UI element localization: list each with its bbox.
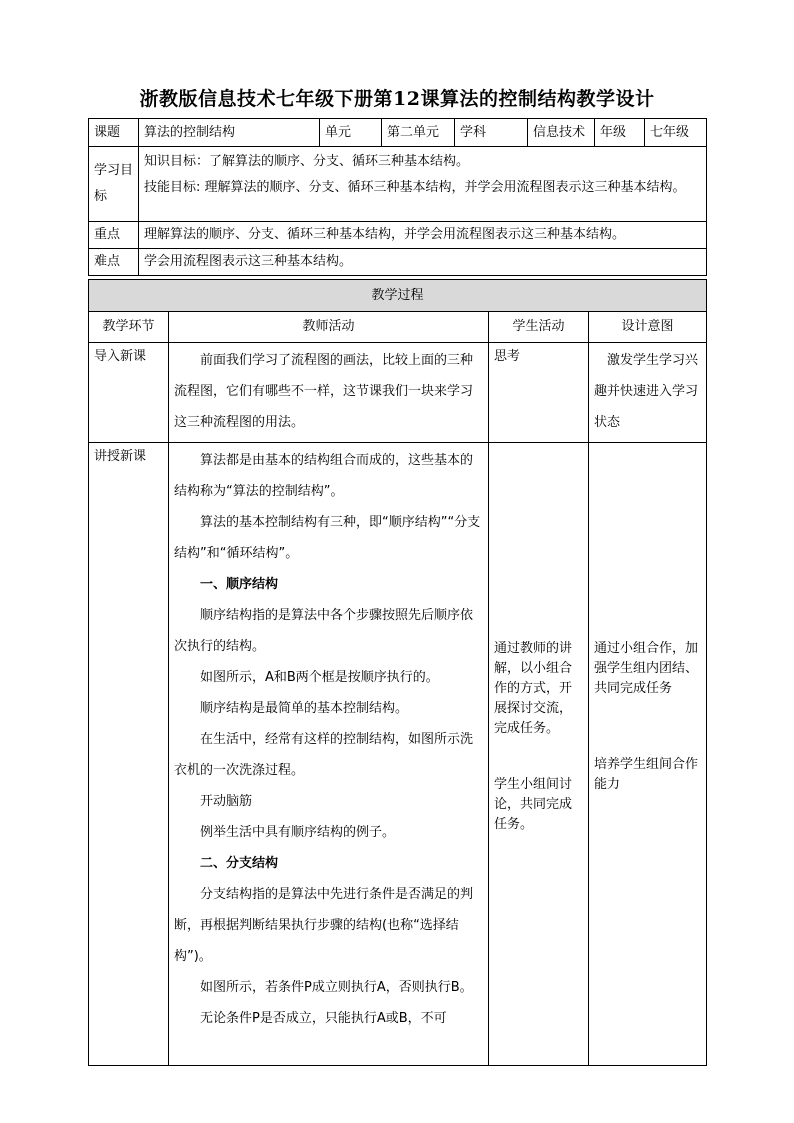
difficulty-label: 难点 bbox=[89, 249, 139, 276]
key-row bbox=[89, 222, 707, 249]
document-title: 浙教版信息技术七年级下册第12课算法的控制结构教学设计 bbox=[139, 88, 655, 110]
intro-row bbox=[89, 343, 707, 443]
grade-value: 七年级 bbox=[645, 119, 707, 147]
lecture-teacher-cell bbox=[169, 443, 489, 1066]
intro-intent-text: 激发学生学习兴趣并快速进入学习状态 bbox=[594, 353, 699, 430]
lecture-para: 无论条件P是否成立，只能执行A或B，不可 bbox=[200, 1011, 447, 1026]
col-teacher: 教师活动 bbox=[169, 312, 489, 343]
lecture-para: 算法的基本控制结构有三种，即“顺序结构”“分支结构”和“循环结构”。 bbox=[174, 515, 481, 561]
intro-teacher-text: 前面我们学习了流程图的画法，比较上面的三种流程图，它们有哪些不一样，这节课我们一块来学习这三种流程图的用法。 bbox=[174, 353, 474, 430]
objective-skill: 技能目标: 理解算法的顺序、分支、循环三种基本结构，并学会用流程图表示这三种基本结构。 bbox=[144, 180, 686, 195]
intent-1: 通过小组合作，加强学生组内团结、共同完成任务 bbox=[594, 641, 699, 696]
objectives-row bbox=[89, 147, 707, 222]
col-stage: 教学环节 bbox=[89, 312, 169, 343]
lecture-para: 开动脑筋 bbox=[200, 794, 253, 809]
teaching-process-table bbox=[88, 279, 707, 1066]
difficulty-row bbox=[89, 249, 707, 276]
intro-intent-cell bbox=[589, 343, 707, 443]
process-header-row bbox=[89, 280, 707, 312]
objectives-cell bbox=[139, 147, 707, 222]
lecture-para: 例举生活中具有顺序结构的例子。 bbox=[200, 825, 396, 840]
col-student: 学生活动 bbox=[489, 312, 589, 343]
key-value: 理解算法的顺序、分支、循环三种基本结构，并学会用流程图表示这三种基本结构。 bbox=[139, 222, 707, 249]
course-row bbox=[89, 119, 707, 147]
grade-label: 年级 bbox=[595, 119, 645, 147]
column-header-row bbox=[89, 312, 707, 343]
intro-student: 思考 bbox=[489, 343, 589, 443]
col-intent: 设计意图 bbox=[589, 312, 707, 343]
student-activity-1: 通过教师的讲解，以小组合作的方式，开展探讨交流，完成任务。 bbox=[494, 641, 573, 736]
lecture-para: 分支结构指的是算法中先进行条件是否满足的判断，再根据判断结果执行步骤的结构(也称“选择结构”)。 bbox=[174, 887, 474, 964]
lecture-para: 如图所示，A和B两个框是按顺序执行的。 bbox=[200, 670, 439, 685]
unit-value: 第二单元 bbox=[382, 119, 455, 147]
difficulty-value: 学会用流程图表示这三种基本结构。 bbox=[139, 249, 707, 276]
course-value: 算法的控制结构 bbox=[139, 119, 320, 147]
intent-2: 培养学生组间合作能力 bbox=[594, 757, 699, 792]
objectives-label: 学习目标 bbox=[89, 147, 139, 222]
unit-label: 单元 bbox=[320, 119, 382, 147]
lecture-para: 顺序结构指的是算法中各个步骤按照先后顺序依次执行的结构。 bbox=[174, 608, 474, 654]
intro-teacher-cell bbox=[169, 343, 489, 443]
lecture-stage: 讲授新课 bbox=[89, 443, 169, 1066]
lecture-row bbox=[89, 443, 707, 1066]
lesson-info-table bbox=[88, 118, 707, 276]
subject-value: 信息技术 bbox=[528, 119, 595, 147]
course-label: 课题 bbox=[89, 119, 139, 147]
lecture-para: 顺序结构是最简单的基本控制结构。 bbox=[200, 701, 409, 716]
section-heading-branch: 二、分支结构 bbox=[200, 856, 279, 871]
objective-knowledge: 知识目标：了解算法的顺序、分支、循环三种基本结构。 bbox=[144, 154, 470, 169]
process-header: 教学过程 bbox=[89, 280, 707, 312]
key-label: 重点 bbox=[89, 222, 139, 249]
lecture-para: 在生活中，经常有这样的控制结构，如图所示洗衣机的一次洗涤过程。 bbox=[174, 732, 474, 778]
subject-label: 学科 bbox=[455, 119, 528, 147]
intro-stage: 导入新课 bbox=[89, 343, 169, 443]
student-activity-2: 学生小组间讨论，共同完成任务。 bbox=[494, 777, 573, 832]
section-heading-sequence: 一、顺序结构 bbox=[200, 577, 279, 592]
lecture-student-cell bbox=[489, 443, 589, 1066]
lecture-intent-cell bbox=[589, 443, 707, 1066]
lecture-para: 如图所示，若条件P成立则执行A，否则执行B。 bbox=[200, 980, 473, 995]
lecture-para: 算法都是由基本的结构组合而成的，这些基本的结构称为“算法的控制结构”。 bbox=[174, 453, 474, 499]
